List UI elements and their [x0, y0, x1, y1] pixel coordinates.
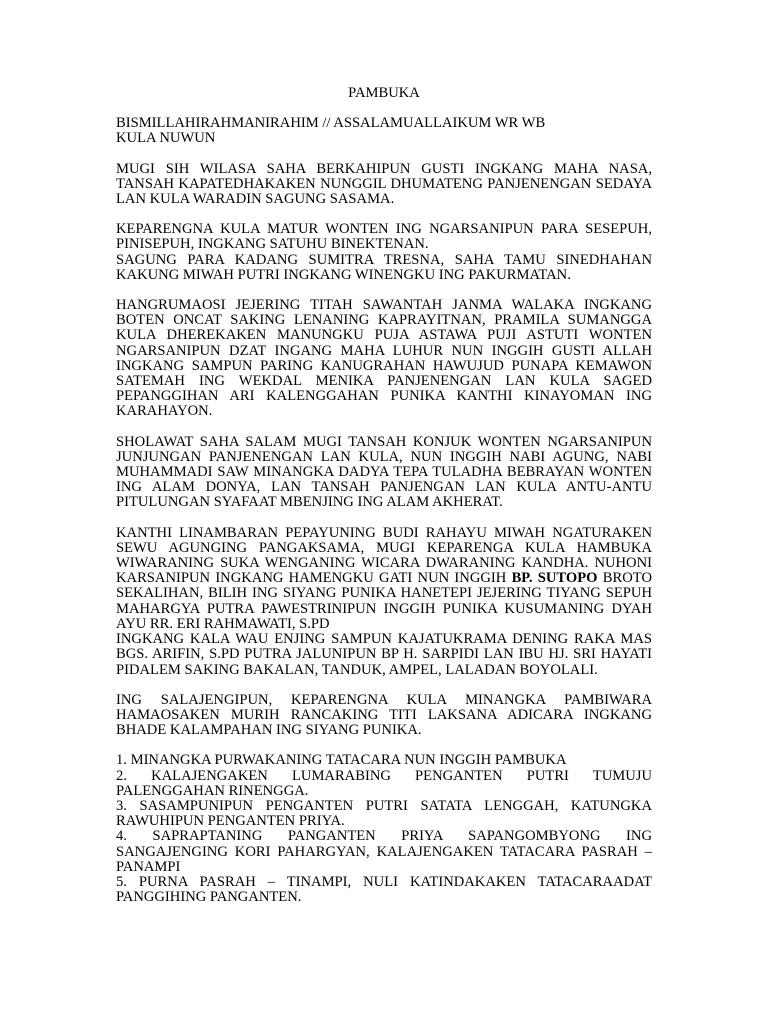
- list-item: 5. PURNA PASRAH – TINAMPI, NULI KATINDAKAKEN TATACARAADAT PANGGIHING PANGANTEN.: [116, 873, 652, 906]
- host-name: BP. SUTOPO: [511, 570, 598, 587]
- paragraph-2a: KEPARENGNA KULA MATUR WONTEN ING NGARSANIPUN PARA SESEPUH, PINISEPUH, INGKANG SATUHU BINEKTENAN.: [116, 221, 652, 253]
- document-page: [116, 86, 652, 905]
- paragraph-5-continued: INGKANG KALA WAU ENJING SAMPUN KAJATUKRAMA DENING RAKA MAS BGS. ARIFIN, S.PD PUTRA JALUNIPUN BP H. SARPIDI LAN IBU HJ. SRI HAYATI PIDALEM SAKING BAKALAN, TANDUK, AMPEL, LALADAN BOYOLALI.: [116, 631, 652, 678]
- list-item: 3. SASAMPUNIPUN PENGANTEN PUTRI SATATA LENGGAH, KATUNGKA RAWUHIPUN PENGANTEN PRIYA.: [116, 797, 652, 830]
- paragraph-1: MUGI SIH WILASA SAHA BERKAHIPUN GUSTI INGKANG MAHA NASA, TANSAH KAPATEDHAKAKEN NUNGGIL DHUMATENG PANJENENGAN SEDAYA LAN KULA WARADIN SAGUNG SASAMA.: [116, 160, 652, 208]
- list-item: 1. MINANGKA PURWAKANING TATACARA NUN INGGIH PAMBUKA: [116, 752, 567, 769]
- paragraph-3: HANGRUMAOSI JEJERING TITAH SAWANTAH JANMA WALAKA INGKANG BOTEN ONCAT SAKING LENANING KAPRAYITNAN, PRAMILA SUMANGGA KULA DHEREKAKEN MANUNGKU PUJA ASTAWA PUJI ASTUTI WONTEN NGARSANIPUN DZAT INGANG MAHA LUHUR NUN INGGIH GUSTI ALLAH INGKANG SAMPUN PARING KANUGRAHAN HAWUJUD PUNAPA KEMAWON SATEMAH ING WEKDAL MENIKA PANJENENGAN LAN KULA SAGED PEPANGGIHAN ARI KALENGGAHAN PUNIKA KANTHI KINAYOMAN ING KARAHAYON.: [116, 297, 652, 420]
- paragraph-5-before: KANTHI LINAMBARAN PEPAYUNING BUDI RAHAYU MIWAH NGATURAKEN SEWU AGUNGING PANGAKSAMA, MUGI KEPARENGA KULA HAMBUKA WIWARANING SUKA WENGANING WICARA DWARANING KANDHA. NUHONI KARSANIPUN INGKANG HAMENGKU GATI NUN INGGIH: [116, 524, 652, 587]
- paragraph-6: ING SALAJENGIPUN, KEPARENGNA KULA MINANGKA PAMBIWARA HAMAOSAKEN MURIH RANCAKING TITI LAKSANA ADICARA INGKANG BHADE KALAMPAHAN ING SIYANG PUNIKA.: [116, 691, 652, 739]
- paragraph-5: [116, 526, 652, 678]
- paragraph-2b: SAGUNG PARA KADANG SUMITRA TRESNA, SAHA TAMU SINEDHAHAN KAKUNG MIWAH PUTRI INGKANG WINENGKU ING PAKURMATAN.: [116, 251, 652, 283]
- list-item: 2. KALAJENGAKEN LUMARABING PENGANTEN PUTRI TUMUJU PALENGGAHAN RINENGGA.: [116, 767, 652, 799]
- paragraph-5-main: [116, 526, 652, 632]
- greeting-line-1: BISMILLAHIRAHMANIRAHIM // ASSALAMUALLAIKUM WR WB: [116, 115, 546, 132]
- paragraph-2: [116, 222, 652, 283]
- list-item: 4. SAPRAPTANING PANGANTEN PRIYA SAPANGOMBYONG ING SANGAJENGING KORI PAHARGYAN, KALAJENGAKEN TATACARA PASRAH – PANAMPI: [116, 828, 652, 875]
- document-title: PAMBUKA: [348, 85, 420, 101]
- greeting-block: [116, 116, 652, 146]
- paragraph-4: SHOLAWAT SAHA SALAM MUGI TANSAH KONJUK WONTEN NGARSANIPUN JUNJUNGAN PANJENENGAN LAN KULA, NUN INGGIH NABI AGUNG, NABI MUHAMMADI SAW MINANGKA DADYA TEPA TULADHA BEBRAYAN WONTEN ING ALAM DONYA, LAN TANSAH PANJENGAN LAN KULA ANTU-ANTU PITULUNGAN SYAFAAT MBENJING ING ALAM AKHERAT.: [116, 433, 652, 511]
- agenda-list: [116, 753, 652, 905]
- greeting-line-2: KULA NUWUN: [116, 130, 216, 147]
- paragraph-5-after: BROTO SEKALIHAN, BILIH ING SIYANG PUNIKA HANETEPI JEJERING TIYANG SEPUH MAHARGYA PUTRA PAWESTRINIPUN INGGIH PUNIKA KUSUMANING DYAH AYU RR. ERI RAHMAWATI, S.PD: [116, 570, 652, 632]
